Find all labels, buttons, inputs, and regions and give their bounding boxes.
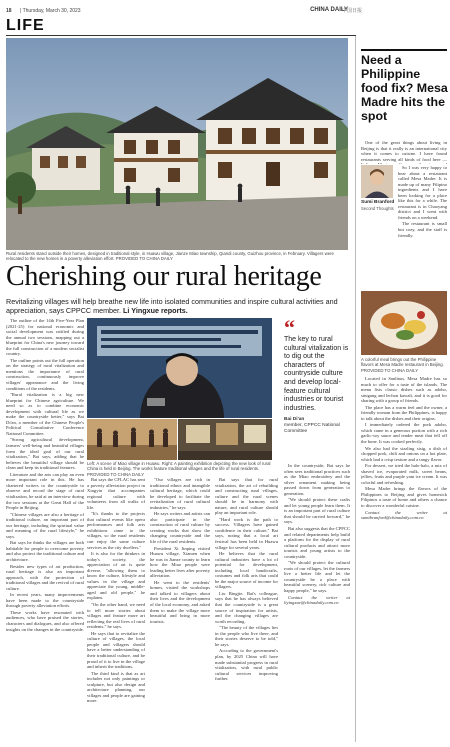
paragraph: "The beauty of the villages lies in the people who live there, and their stories deserve to be told," he says. (215, 625, 278, 647)
exhibition-illustration (178, 419, 272, 460)
village-dance-photo (87, 419, 177, 460)
paragraph: Bai says that for rural vitalization, the art of rebuilding and constructing rural villages, culture and the rural scenes should be in harmony with nature, and rural culture should play an important role. (215, 477, 278, 516)
conference-scene-illustration (87, 318, 272, 418)
writer-contact: Contact the writer at sumibranford@chinadaily.com.cn (361, 509, 447, 521)
pull-quote (284, 315, 350, 435)
paragraph: "Our villages are rich in traditional ethnic and intangible cultural heritage, which could be developed to facilitate the revitalization of rural cultural industries," he says. (150, 477, 210, 510)
paragraph: He went to the residents' homes, visited the workshops and talked to villagers about their lives and the development of the local economy, and asked them to make the village more beautiful and bring in more tourists. (150, 579, 210, 624)
paragraph: The restaurant is small but cozy, and the staff is friendly. (398, 221, 447, 238)
paragraph: President Xi Jinping visited Huawu village, Xiamen when he was in Jianze county to learn how the Miao people were leading better lives after poverty alleviation. (150, 545, 210, 579)
food-photo (361, 291, 447, 355)
paragraph: Bai says the CFLAC has sent a poverty alleviation project in Xingyin that accompanies regional culture with volunteers from all walks of life. (87, 477, 145, 510)
paragraph: "We should protect these crafts and let young people learn them. It is an important part of rural culture that should be carried forward," he says. (284, 497, 350, 525)
sidebar-divider (355, 36, 356, 742)
section-title: LIFE (6, 17, 45, 34)
paragraph: So I was very happy to hear about a restaurant called Mesa Madre. It is made up of many Filipino ingredients and I have been looking for a place like this for a while. The restaurant is in Chaoyang district and I went with friends on a weekend. (398, 165, 447, 220)
paragraph: It is also for the thinkers in today's society, the appreciation of art is quite diverse, "allowing them to know the culture, lifestyle and values in the village and appreciate the young, middle-aged and old people," he explains. (87, 551, 145, 601)
art-exhibition-photo (178, 419, 272, 460)
paragraph: Bai says he thinks the villages are both habitable for people to overcome poverty and also protect the traditional culture and architecture. (6, 540, 84, 562)
paragraph: He says that to revitalize the culture of villages, the local people and villagers should have a better understanding of their traditional culture, and be proud of it to live in the village and inherit the traditions. (87, 630, 145, 670)
food-photo-caption: A colorful meal brings out the Philippine flavors at Mesa Madre restaurant in Beijing. PROVIDED TO CHINA DAILY (361, 357, 444, 373)
paragraph: "Rural vitalization is a big new blueprint for Chinese agriculture. We need so as to combine economic development with cultural life as we make the countryside better," says Bai Di'an, a member of the Chinese People's Political Consultative Conference National Committee. (6, 392, 84, 436)
paragraph: We also had the sizzling sisig, a dish of chopped pork, chili and onions on a hot plate, which had a crisp texture and a tangy flavor. (361, 445, 447, 462)
paragraph: According to the government's plan, by 2025 China will have made substantial progress in rural vitalization, with rural public cultural services improving further. (215, 648, 278, 682)
issue-date: | Thursday, March 30, 2023 (20, 8, 81, 14)
paragraph: In the countryside, Bai says he often sees traditional practices such as the Miao embroidery and the silver ornament making being passed down from generation to generation. (284, 463, 350, 496)
deck (6, 297, 350, 315)
article-column-5 (284, 463, 350, 742)
byline: Li Yingxue reports. (123, 306, 188, 315)
headline: Cherishing our rural heritage (6, 261, 322, 292)
article-column-3 (150, 477, 210, 742)
sidebar-text-bottom (361, 376, 447, 742)
paragraph: Literature and the arts can play an even more important role in this. He has chartered writers to the countryside to observe and record the stage of rural vitalization, he said at an interview during the two sessions at the Great Hall of the People in Beijing. (6, 471, 84, 511)
village-scene-illustration (6, 38, 348, 250)
paragraph: "On the other hand, we need to tell more stories about villages and feature more art reflecting the real lives of rural residents," he says. (87, 602, 145, 630)
paragraph: Besides new types of art production, rural heritage is also an important approach, with the protection of traditional villages and the revival of rural culture. (6, 563, 84, 591)
paragraph: I immediately ordered the pork adobo, which came in a generous portion with a rich garlic-soy sauce and tender meat that fell off the bone. It was cooked perfectly. (361, 422, 447, 445)
author-role: Second Thoughts (361, 205, 394, 211)
sidebar-text-top (361, 140, 447, 164)
paragraph: "Chinese villages are also a heritage of traditional culture, an important part of our heritage, including the spiritual value and meaning of the rural lifestyle," he says. (6, 511, 84, 539)
brand-name-chinese: 中国日报 (341, 8, 362, 14)
author-portrait-illustration (361, 165, 393, 198)
paragraph: He believes that the rural cultural industries have a lot of potential for development, including local handicrafts, costumes and folk arts that could be the major source of income for villagers. (215, 551, 278, 590)
food-plate-illustration (361, 291, 447, 355)
writer-contact: Contact the writer at liyingxue@chinadaily.com.cn (284, 594, 350, 606)
hero-photo (6, 38, 348, 250)
article-column-1 (6, 318, 84, 742)
quote-mark-icon: “ (284, 315, 295, 340)
paragraph: For dessert, we tried the halo-halo, a mix of shaved ice, evaporated milk, sweet beans, jellies, fruits and purple yam ice cream. It was colorful and refreshing. (361, 463, 447, 485)
village-dance-illustration (87, 419, 177, 460)
sidebar-column (357, 0, 450, 747)
sidebar-rule (361, 49, 447, 51)
paragraph: In recent years, many improvements have been made to the countryside through poverty alleviation efforts. (6, 592, 84, 609)
paragraph: "Hard work is the path to success. Villagers have gained confidence in their culture," Bai says, noting that a local art festival has been held in Huawu village for several years. (215, 516, 278, 550)
mid-caption: Left: A scene of Miao village in Huawu. Right: A painting exhibition depicting the new look of rural China is held in Beijing. The works feature traditional villages and the life of rural residents. PROVIDED TO CHINA DAILY (87, 461, 271, 477)
author-box (361, 165, 395, 211)
paragraph: Located in Sanlitun, Mesa Madre has so much to offer for a taste of the islands. The menu lists classic dishes such as adobo, sinigang and lechon kawali, and it is good for sharing with a group of friends. (361, 376, 447, 404)
brand-name: CHINA DAILY (310, 7, 348, 13)
hero-caption: Rural residents stand outside their homes, designed in traditional style, in Huawu village, Jianze Miao township, Qiandi county, Guizhou province, in February. Villagers were relocated to the new homes in a poverty alleviation effort. PROVIDED TO CHINA DAILY (6, 251, 334, 262)
paragraph: Liu Bingjie, Bai's colleague, says that he has always believed that the countryside is a great source of inspiration for artists, and the changing villages are worth recording. (215, 590, 278, 624)
paragraph: One of the great things about living in Beijing is that it really is an international city when it comes to cuisine. I have found restaurants serving all kinds of food here — (361, 140, 447, 162)
paragraph: These works have resonated with audiences, who have praised the stories, characters and dialogues, and also offered insights on the changes in the countryside. (6, 609, 84, 632)
quote-attribution (284, 417, 350, 435)
page-number: 18 (6, 8, 12, 14)
paragraph: Mesa Madre brings the flavors of the Philippines to Beijing and gives homesick Filipinos a taste of home and others a chance to discover a wonderful cuisine. (361, 486, 447, 509)
author-name: Sumi Branford (361, 200, 395, 205)
paragraph: "Strong agricultural development, farmers' well-being and beautiful villages form the ideal goal of our rural vitalization," Bai says, adding that he believes the beautiful village should be clean and keep its traditional features. (6, 437, 84, 471)
quote-name: Bai Di'an (284, 417, 305, 423)
article-column-2 (87, 477, 145, 742)
paragraph: The third kind is that as art includes not only paintings or sculpture, but also design and architecture planning, our villages and people are gaining more. (87, 670, 145, 704)
deck-text: Revitalizing villages will help breathe new life into isolated communities and inspire cultural activities and appreciation, says CPPCC member. (6, 297, 338, 315)
paragraph: The outline points out the full operation on the strategy of rural vitalization and mentions the importance of rural construction, continuously improve villages' appearance and the living conditions of the residents. (6, 357, 84, 391)
author-portrait (361, 165, 393, 198)
sidebar-headline: Need a Philippine food fix? Mesa Madre hits the spot (361, 53, 448, 123)
paragraph: Bai also suggests that the CPPCC and related departments help build a platform for the display of rural cultural products and attract more tourists and young artists to the countryside. (284, 526, 350, 559)
sidebar-text-beside-author (398, 165, 447, 289)
quote-role: member, CPPCC National Committee (284, 423, 340, 435)
section-rule (6, 35, 356, 36)
paragraph: He says writers and artists can also participate in the construction of rural culture by creating works that show the changing countryside and the life of the rural residents. (150, 511, 210, 545)
paragraph: "We should protect the cultural roots of our villages, let the farmers live a better life and let the countryside be a place with beautiful scenery, rich culture and happy people," he says. (284, 560, 350, 594)
article-column-4 (215, 477, 278, 742)
paragraph: The outline of the 14th Five-Year Plan (2021-25) for national economic and social development was ratified during the annual two sessions, mapping out a blueprint for China's new journey toward the full construction of a modern socialist country. (6, 318, 84, 357)
paragraph: The place has a warm feel and the owner, a friendly woman from the Philippines, is happy to talk about the dishes and their origins. (361, 404, 447, 421)
quote-text: The key to rural cultural vitalization is to dig out the characters of countryside culture and develop local-feature cultural industries or tourist industries. (284, 336, 349, 412)
conference-photo (87, 318, 272, 418)
paragraph: "It's thanks to the projects that cultural events like opera performances and folk arts exhibitions came to the villages, so the rural residents can enjoy the same culture services as the city dwellers." (87, 511, 145, 550)
